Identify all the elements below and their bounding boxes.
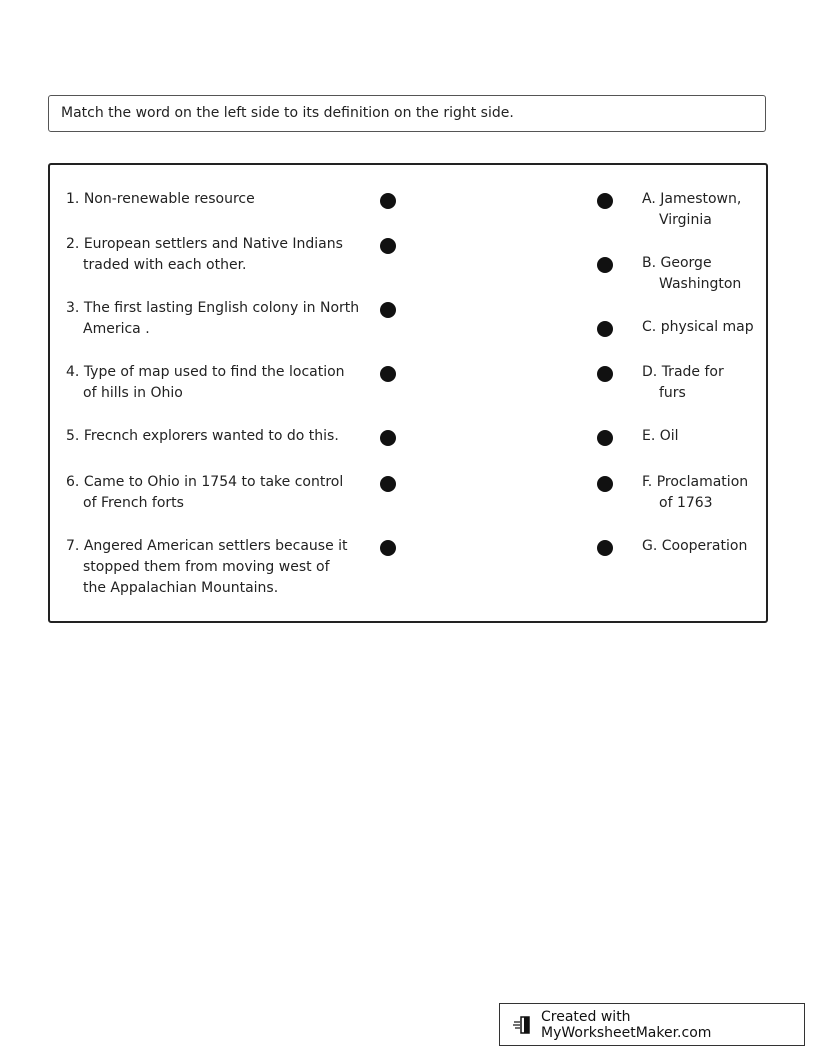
right-item-g: G. Cooperation <box>642 538 748 554</box>
worksheet-maker-logo-icon <box>512 1014 534 1036</box>
left-match-dot-4[interactable] <box>380 366 396 382</box>
left-item-3: 3. The first lasting English colony in North America . <box>66 300 360 337</box>
left-match-dot-6[interactable] <box>380 476 396 492</box>
right-match-dot-d[interactable] <box>597 366 613 382</box>
left-match-dot-1[interactable] <box>380 193 396 209</box>
right-match-dot-a[interactable] <box>597 193 613 209</box>
left-item-1: 1. Non-renewable resource <box>66 191 255 207</box>
left-match-dot-2[interactable] <box>380 238 396 254</box>
right-match-dot-e[interactable] <box>597 430 613 446</box>
left-match-dot-5[interactable] <box>380 430 396 446</box>
left-item-5: 5. Frecnch explorers wanted to do this. <box>66 428 339 444</box>
right-match-dot-f[interactable] <box>597 476 613 492</box>
right-match-dot-c[interactable] <box>597 321 613 337</box>
footer-credit[interactable] <box>499 1003 805 1046</box>
left-item-2: 2. European settlers and Native Indians traded with each other. <box>66 236 343 273</box>
instructions-text: Match the word on the left side to its definition on the right side. <box>61 105 514 121</box>
right-match-dot-g[interactable] <box>597 540 613 556</box>
left-item-7: 7. Angered American settlers because it stopped them from moving west of the Appalachian Mountains. <box>66 538 348 596</box>
right-item-f: F. Proclamation of 1763 <box>642 474 749 511</box>
left-item-4: 4. Type of map used to find the location of hills in Ohio <box>66 364 345 401</box>
right-item-c: C. physical map <box>642 319 754 335</box>
left-item-6: 6. Came to Ohio in 1754 to take control of French forts <box>66 474 344 511</box>
right-item-b: B. George Washington <box>642 255 742 292</box>
footer-text: Created with MyWorksheetMaker.com <box>541 1008 712 1041</box>
right-item-d: D. Trade for furs <box>642 364 724 401</box>
left-match-dot-7[interactable] <box>380 540 396 556</box>
right-match-dot-b[interactable] <box>597 257 613 273</box>
right-item-a: A. Jamestown, Virginia <box>642 191 742 228</box>
instructions-box <box>48 95 766 132</box>
left-match-dot-3[interactable] <box>380 302 396 318</box>
right-item-e: E. Oil <box>642 428 679 444</box>
